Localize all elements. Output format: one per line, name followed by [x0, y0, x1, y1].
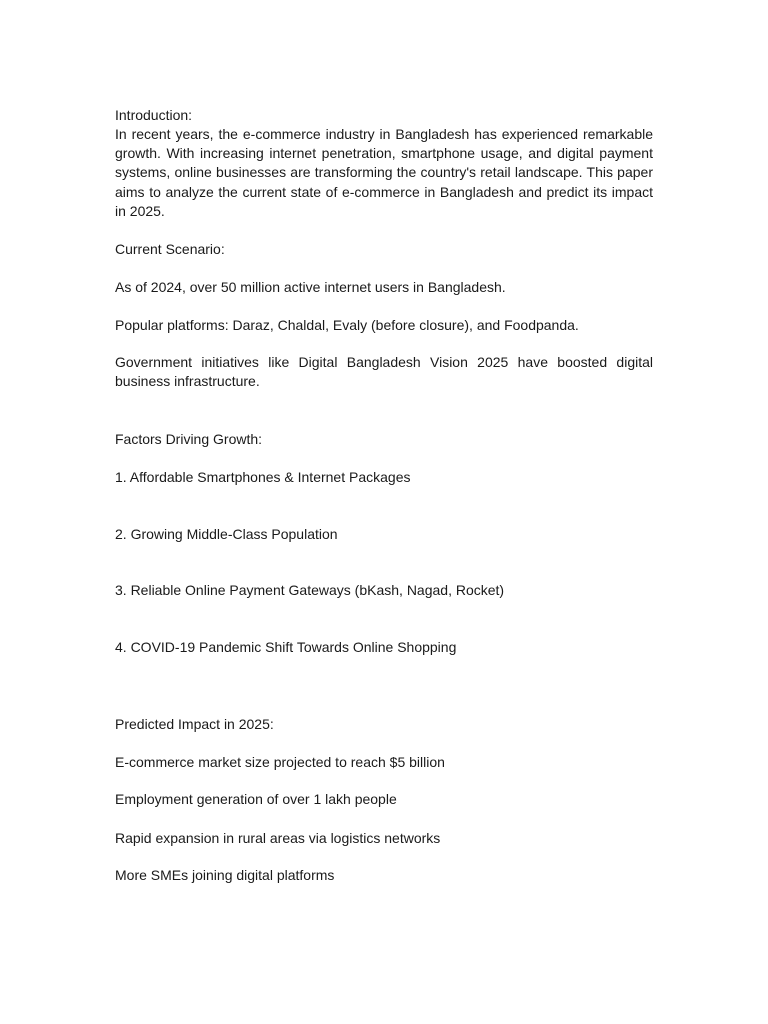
impact-item: Employment generation of over 1 lakh people	[115, 791, 397, 807]
intro-heading: Introduction:	[115, 107, 193, 123]
factor-item: 4. COVID-19 Pandemic Shift Towards Online Shopping	[115, 639, 457, 655]
scenario-item: Popular platforms: Daraz, Chaldal, Evaly (before closure), and Foodpanda.	[115, 317, 579, 333]
factor-item: 2. Growing Middle-Class Population	[115, 526, 338, 542]
scenario-heading: Current Scenario:	[115, 241, 225, 257]
impact-item: More SMEs joining digital platforms	[115, 867, 335, 883]
scenario-item: As of 2024, over 50 million active internet users in Bangladesh.	[115, 279, 506, 295]
impact-item: E-commerce market size projected to reach $5 billion	[115, 754, 445, 770]
scenario-item: Government initiatives like Digital Bangladesh Vision 2025 have boosted digital business infrastructure.	[115, 354, 653, 390]
impact-item: Rapid expansion in rural areas via logistics networks	[115, 830, 441, 846]
impact-heading: Predicted Impact in 2025:	[115, 716, 274, 732]
factors-heading: Factors Driving Growth:	[115, 431, 263, 447]
intro-paragraph: In recent years, the e-commerce industry in Bangladesh has experienced remarkable growth. With increasing internet penetration, smartphone usage, and digital payment systems, online businesses are transforming the country's retail landscape. This paper aims to analyze the current state of e-commerce in Bangladesh and predict its impact in 2025.	[115, 126, 653, 219]
factor-item: 1. Affordable Smartphones & Internet Packages	[115, 469, 411, 485]
factor-item: 3. Reliable Online Payment Gateways (bKash, Nagad, Rocket)	[115, 582, 505, 598]
